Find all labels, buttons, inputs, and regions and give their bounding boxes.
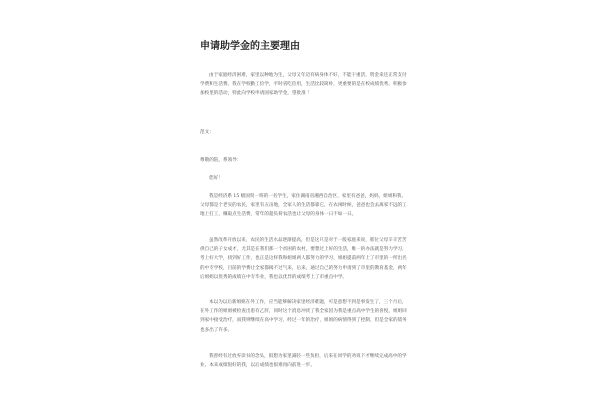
- reason-text: 由于家庭经济困难，家里以种地为生，父母又年迈有病身体不好，不能干重活，资金来还正常支付学费和生活费。我在学校勤工俭学，平时省吃俭用，生活比较简朴，更重要的是在校成绩优秀，积极参加校里的活动，特此向学校申请国家助学金，望批准 ！: [200, 73, 407, 97]
- greeting: [200, 174, 410, 183]
- document-title: 申请助学金的主要理由: [200, 41, 300, 52]
- body-paragraph-text: 虽然改革开放以来，农民的生活水品逐渐提高，但是这只是对于一般家庭来说，那位父母辛辛苦苦供自己的子女成才，尤其是在我们那一个贫困的农村，要想过上好的生活，唯一的办法就是努力学习，考上好大学，找到好工作，也正是这样我和姐姐两人都努力的学习，姐姐提前两年上了市里的一所出名的中专学校，目前的学费让全家都揭不过气来，后来，通过自己的努力申请到了市里的教育基金，两年后姐姐以优秀的成绩在中专毕业，我也以优异的成绩考上了市重点中学。: [200, 238, 407, 280]
- reason-paragraph: [200, 71, 410, 99]
- body-paragraph-4: [200, 352, 410, 370]
- salutation-text: 尊敬的院，系领导：: [200, 158, 242, 163]
- body-paragraph-text: 本以为以后新姐姐在外工作，应当能够解决家里经济难题，可是意想不到是事发生了，三个月后，在外工作的姐姐被检查出患有乙肝，同时这个消息冲淡了我全家因为我是重点高中学生的喜悦，姐姐回到家中接受治疗，而我则继续在高中学习，经过一年的治疗，姐姐的病情得到了控制，但是全家的债务也多出了许多。: [200, 300, 407, 333]
- body-paragraph-3: [200, 298, 410, 335]
- greeting-text: 您好！: [209, 176, 223, 181]
- essay-label: [200, 128, 410, 137]
- essay-label-text: 范文：: [200, 130, 214, 135]
- body-paragraph-2: [200, 236, 410, 282]
- body-paragraph-1: [200, 192, 410, 220]
- body-paragraph-text: 我曾经有过放弃读书的念头，很想为家里减轻一些负担，后来在同学的劝说下才继续完成高中的学业，本来成绩很好的我，以后成绩也很难再向前进一步。: [200, 354, 407, 369]
- body-paragraph-text: 我是经济系 15 级国贸一班的一名学生，家住湖南省湘西自治区，家里有爸爸，妈妈，姐姐和我，父母都是个老实的农民，家里有五亩地，全家人的生活都靠它，在农闲时候，爸爸也会去离家不远的工地上打工，赚取点生活费，常年的超负荷农活也让父母的身体一日不如一日。: [200, 194, 407, 218]
- salutation: [200, 156, 410, 165]
